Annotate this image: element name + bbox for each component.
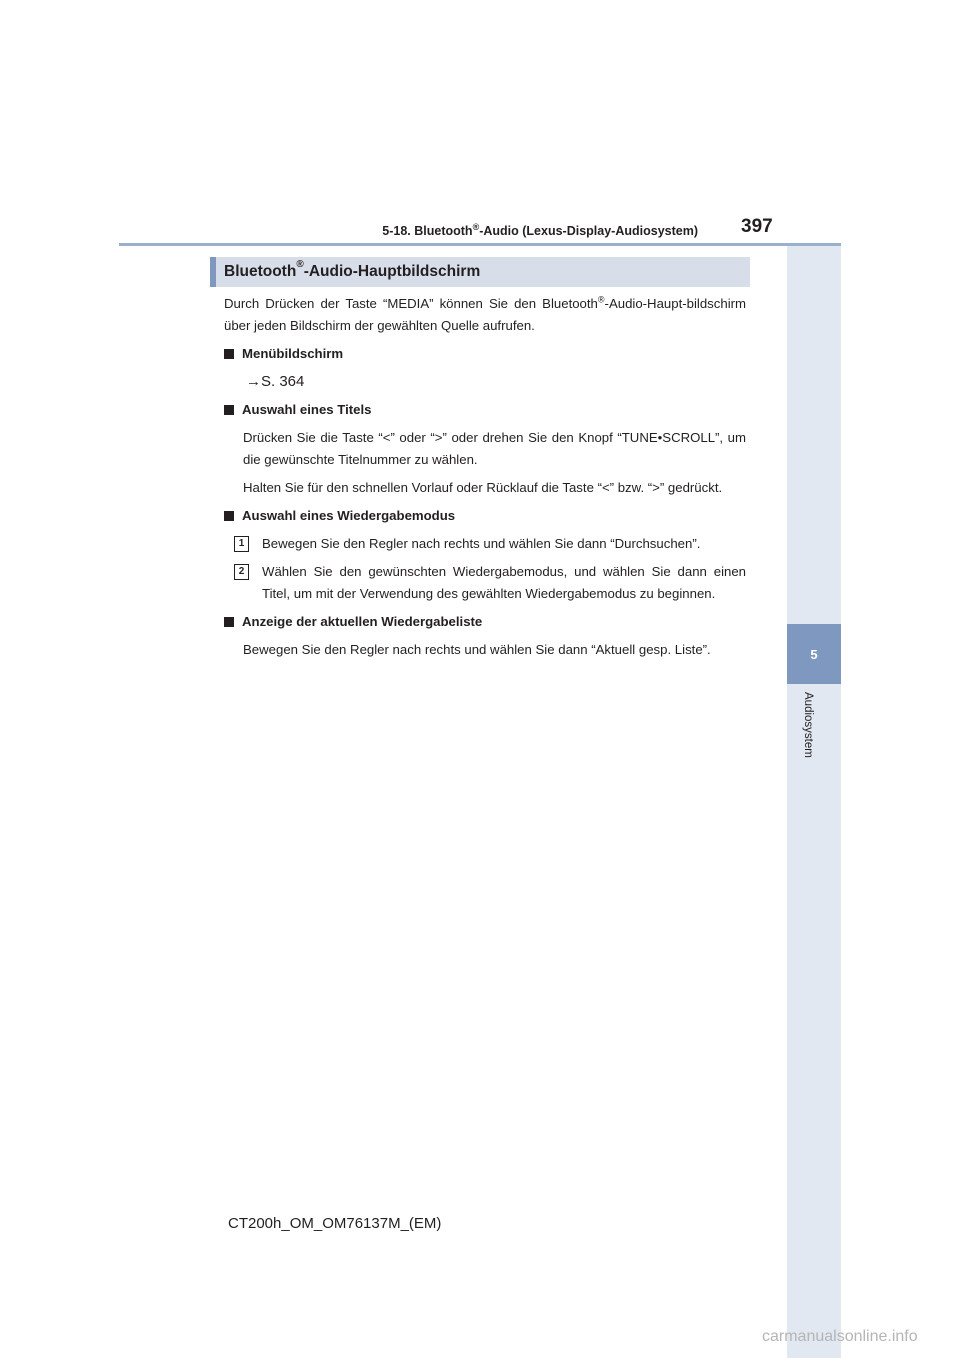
bullet-square-icon [224, 405, 234, 415]
title-select-paragraph-1: Drücken Sie die Taste “<” oder “>” oder drehen Sie den Knopf “TUNE•SCROLL”, um die gewünschte Titelnummer zu wählen. [243, 430, 746, 467]
title-select-paragraph-2: Halten Sie für den schnellen Vorlauf oder Rücklauf die Taste “<” bzw. “>” gedrückt. [243, 480, 723, 495]
running-header: 5-18. Bluetooth®-Audio (Lexus-Display-Audiosystem) [382, 222, 698, 239]
side-strip [787, 246, 841, 1358]
page-reference-link[interactable]: →S. 364 [246, 373, 305, 390]
bullet-square-icon [224, 511, 234, 521]
step-item [224, 533, 746, 555]
menu-heading: Menübildschirm [224, 343, 746, 365]
step-item [224, 561, 746, 605]
page-number: 397 [741, 216, 773, 237]
watermark: carmanualsonline.info [762, 1328, 918, 1345]
playlist-paragraph: Bewegen Sie den Regler nach rechts und wählen Sie dann “Aktuell gesp. Liste”. [243, 642, 711, 657]
step-number-badge: 1 [234, 536, 249, 552]
playback-mode-heading: Auswahl eines Wiedergabemodus [224, 505, 746, 527]
step-number-badge: 2 [234, 564, 249, 580]
bullet-square-icon [224, 349, 234, 359]
title-select-heading: Auswahl eines Titels [224, 399, 746, 421]
section-heading: Bluetooth ® -Audio-Hauptbildschirm [210, 257, 750, 287]
step-text: Wählen Sie den gewünschten Wiedergabemodus, und wählen Sie dann einen Titel, um mit der Verwendung des gewählten Wiedergabemodus zu beginnen. [262, 564, 746, 601]
chapter-tab: 5 [787, 624, 841, 684]
bullet-square-icon [224, 617, 234, 627]
chapter-label: Audiosystem [802, 692, 814, 758]
document-code: CT200h_OM_OM76137M_(EM) [228, 1215, 442, 1232]
header-divider [119, 243, 841, 246]
body-content [224, 293, 746, 661]
step-text: Bewegen Sie den Regler nach rechts und wählen Sie dann “Durchsuchen”. [262, 536, 701, 551]
playlist-heading: Anzeige der aktuellen Wiedergabeliste [224, 611, 746, 633]
intro-paragraph: Durch Drücken der Taste “MEDIA” können Sie den Bluetooth®-Audio-Haupt-bildschirm über jeden Bildschirm der gewählten Quelle aufrufen. [224, 294, 746, 333]
